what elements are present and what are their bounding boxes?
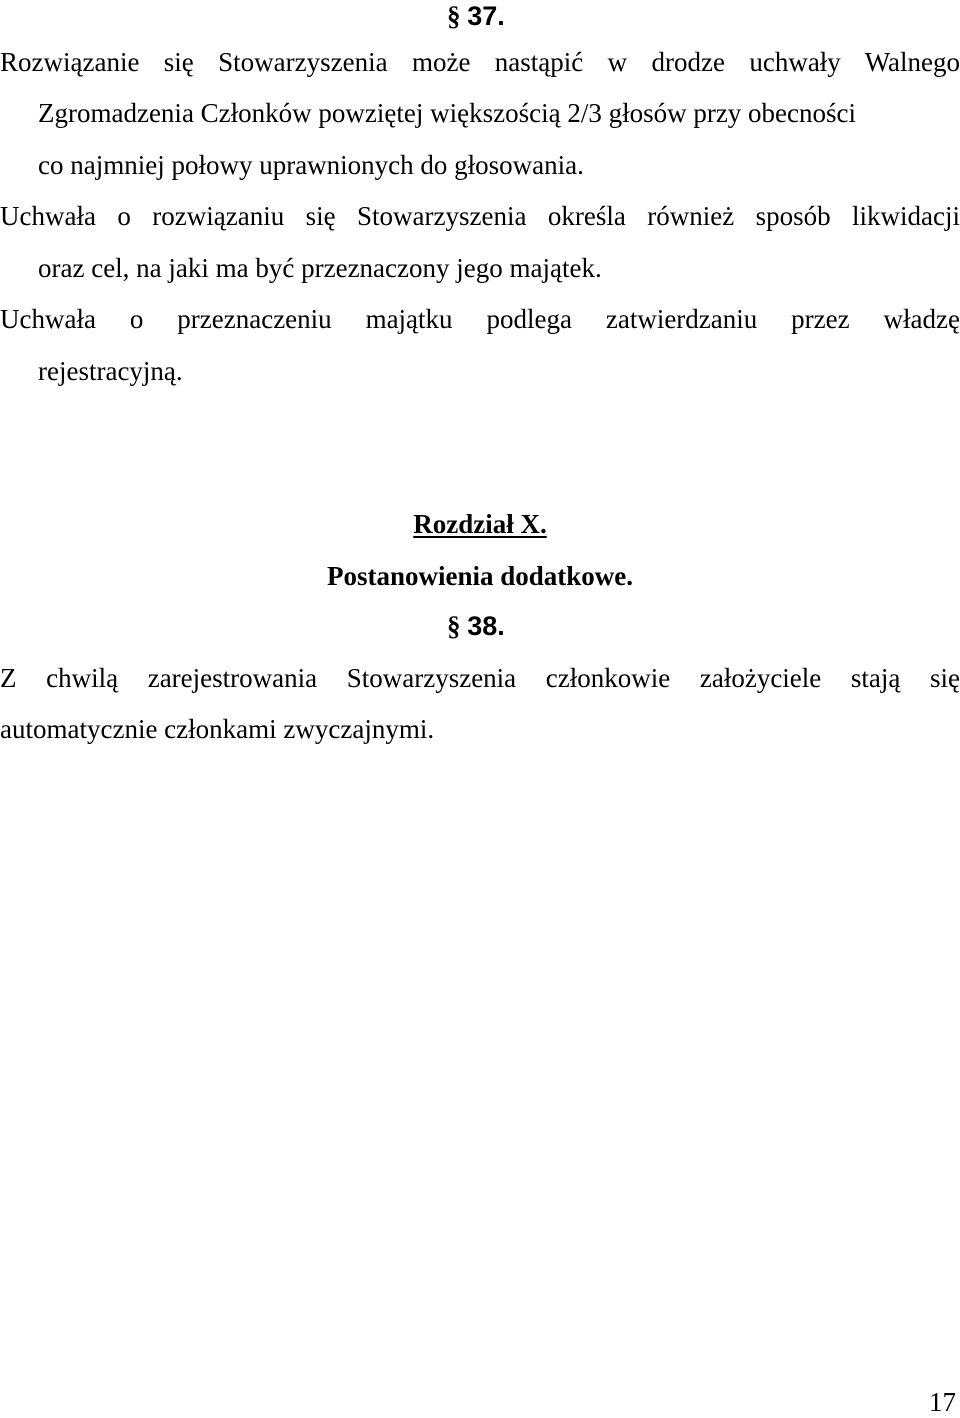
section-symbol: § [447, 611, 461, 641]
section-38-heading [447, 610, 505, 642]
paragraph-line: Z chwilą zarejestrowania Stowarzyszenia członkowie założyciele stają się [0, 663, 960, 693]
section-number: 38. [467, 611, 505, 641]
chapter-title [0, 508, 960, 540]
paragraph-line: oraz cel, na jaki ma być przeznaczony jego majątek. [38, 253, 602, 283]
page-number: 17 [929, 1387, 956, 1417]
paragraph-line: Zgromadzenia Członków powziętej większością 2/3 głosów przy obecności [38, 98, 857, 128]
chapter-subtitle: Postanowienia dodatkowe. [326, 561, 634, 591]
paragraph-line: Rozwiązanie się Stowarzyszenia może nastąpić w drodze uchwały Walnego [0, 47, 960, 77]
section-symbol: § [447, 1, 461, 31]
paragraph-line: Uchwała o rozwiązaniu się Stowarzyszenia określa również sposób likwidacji [0, 201, 960, 231]
chapter-title-text: Rozdział X. [413, 509, 547, 539]
paragraph-line: automatycznie członkami zwyczajnymi. [0, 714, 435, 744]
section-37-heading [447, 0, 505, 32]
paragraph-line: co najmniej połowy uprawnionych do głosowania. [38, 150, 584, 180]
paragraph-line: Uchwała o przeznaczeniu majątku podlega zatwierdzaniu przez władzę [0, 304, 960, 334]
section-number: 37. [467, 1, 505, 31]
paragraph-line: rejestracyjną. [38, 356, 183, 386]
